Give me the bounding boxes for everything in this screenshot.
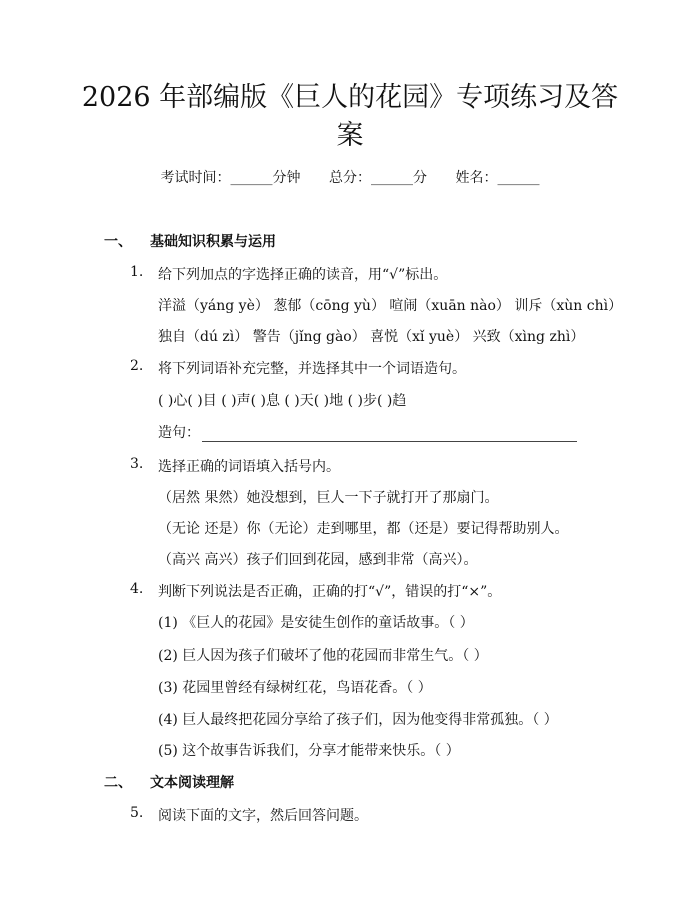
q4-statement-1: (1) 《巨人的花园》是安徒生创作的童话故事。（ ） xyxy=(158,615,474,631)
q2-blanks: ( )心( )目 ( )声( )息 ( )天( )地 ( )步( )趋 xyxy=(158,393,407,409)
total-score: 总分：______分 xyxy=(329,170,427,186)
q2-number: 2. xyxy=(130,358,144,374)
q2-answer-line[interactable] xyxy=(202,427,577,442)
exam-time: 考试时间：______分钟 xyxy=(160,170,301,186)
q4-statement-3: (3) 花园里曾经有绿树红花，鸟语花香。（ ） xyxy=(158,680,432,696)
page-title-continued: 案 xyxy=(336,120,364,151)
q3-item-3: （高兴 高兴）孩子们回到花园，感到非常（高兴）。 xyxy=(158,552,478,568)
student-name: 姓名：______ xyxy=(455,170,540,186)
q5-prompt: 阅读下面的文字，然后回答问题。 xyxy=(158,808,368,824)
section-2-heading: 二、 文本阅读理解 xyxy=(104,775,234,791)
q2-prompt: 将下列词语补充完整，并选择其中一个词语造句。 xyxy=(158,361,466,377)
exam-meta xyxy=(0,167,700,187)
q5-number: 5. xyxy=(130,805,144,821)
q4-statement-5: (5) 这个故事告诉我们，分享才能带来快乐。（ ） xyxy=(158,743,460,759)
q1-number: 1. xyxy=(130,264,144,280)
q3-item-1: （居然 果然）她没想到，巨人一下子就打开了那扇门。 xyxy=(158,490,499,506)
q1-words-row-1: 洋溢（yáng yè） 葱郁（cōng yù） 喧闹（xuān nào） 训斥（xùn chì） xyxy=(158,298,623,314)
section-1-heading: 一、 基础知识积累与运用 xyxy=(104,234,276,250)
q2-sentence-line xyxy=(158,422,577,442)
q4-statement-2: (2) 巨人因为孩子们破坏了他的花园而非常生气。（ ） xyxy=(158,648,488,664)
q3-prompt: 选择正确的词语填入括号内。 xyxy=(158,459,340,475)
q1-words-row-2: 独自（dú zì） 警告（jǐng gào） 喜悦（xǐ yuè） 兴致（xìng zhì） xyxy=(158,329,585,345)
q4-statement-4: (4) 巨人最终把花园分享给了孩子们，因为他变得非常孤独。（ ） xyxy=(158,712,558,728)
q3-item-2: （无论 还是）你（无论）走到哪里，都（还是）要记得帮助别人。 xyxy=(158,521,569,537)
page-title: 2026 年部编版《巨人的花园》专项练习及答 xyxy=(81,82,619,113)
q3-number: 3. xyxy=(130,456,144,472)
q2-sentence-label: 造句： xyxy=(158,425,200,441)
q4-prompt: 判断下列说法是否正确，正确的打“√”，错误的打“×”。 xyxy=(158,584,502,600)
q1-prompt: 给下列加点的字选择正确的读音，用“√”标出。 xyxy=(158,267,448,283)
q4-number: 4. xyxy=(130,581,144,597)
